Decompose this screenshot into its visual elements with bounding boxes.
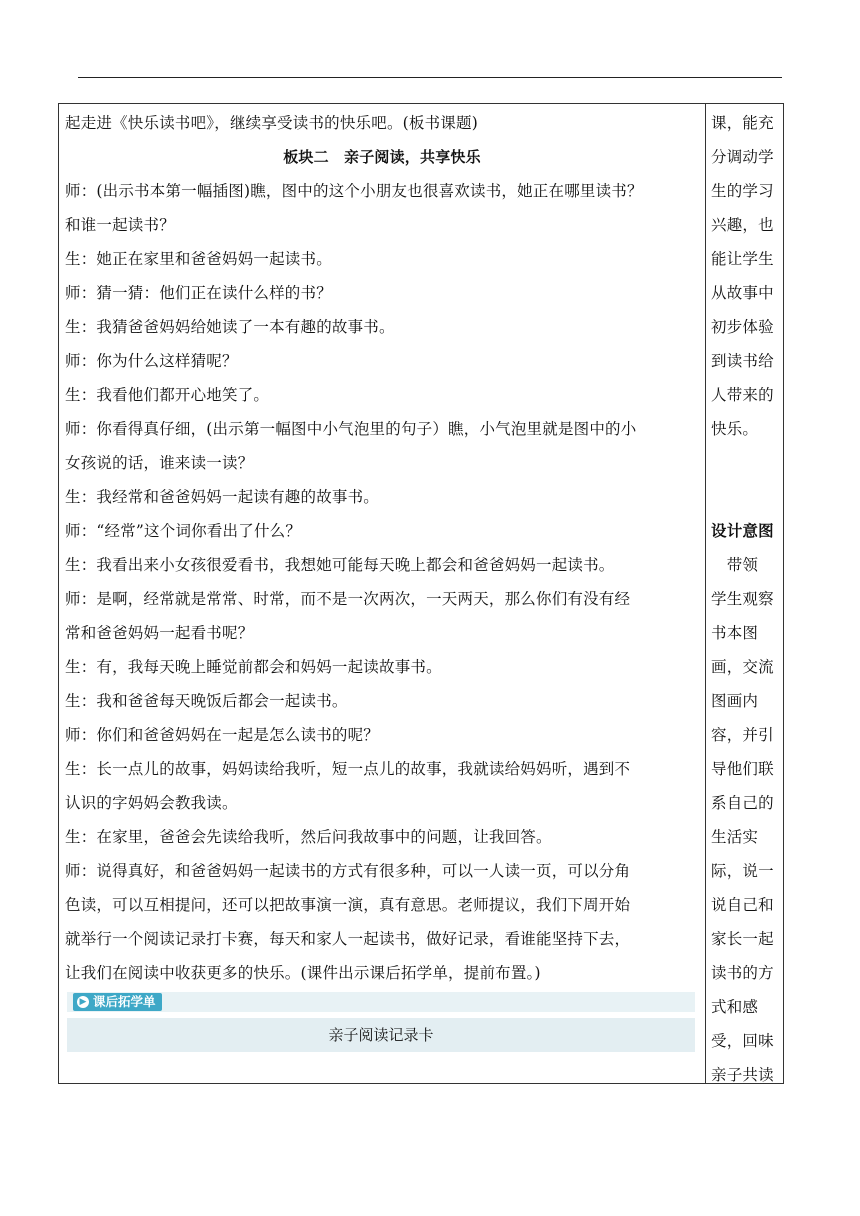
side-line: 生的学习 [711,182,774,200]
side-line: 家长一起 [711,930,774,948]
side-line: 带领 [711,556,759,574]
side-line: 学生观察 [711,590,774,608]
side-gap [711,480,783,514]
side-line: 人带来的 [711,386,774,404]
column-divider [705,104,706,1083]
text-line: 色读，可以互相提问，还可以把故事演一演，真有意思。老师提议，我们下周开始 [65,896,631,914]
side-line: 到读书给 [711,352,774,370]
side-line: 书本图 [711,624,759,642]
side-line: 亲子共读 [711,1066,774,1084]
side-line: 图画内 [711,692,759,710]
text-line: 就举行一个阅读记录打卡赛，每天和家人一起读书，做好记录，看谁能坚持下去， [65,930,631,948]
text-line: 起走进《快乐读书吧》，继续享受读书的快乐吧。(板书课题) [65,114,478,132]
header-rule [78,77,782,78]
side-line: 课，能充 [711,114,774,132]
side-line: 兴趣，也 [711,216,774,234]
text-line: 师：你看得真仔细，(出示第一幅图中小气泡里的句子）瞧，小气泡里就是图中的小 [65,420,637,438]
section-heading: 板块二 亲子阅读，共享快乐 [283,148,481,166]
text-line: 生：有，我每天晚上睡觉前都会和妈妈一起读故事书。 [65,658,442,676]
text-line: 女孩说的话，谁来读一读？ [65,454,254,472]
text-line: 师：“经常”这个词你看出了什么？ [65,522,302,540]
design-intent-heading: 设计意图 [711,522,774,540]
text-line: 认识的字妈妈会教我读。 [65,794,238,812]
text-line: 生：我猜爸爸妈妈给她读了一本有趣的故事书。 [65,318,395,336]
text-line: 生：我看出来小女孩很爱看书，我想她可能每天晚上都会和爸爸妈妈一起读书。 [65,556,615,574]
side-gap [711,446,783,480]
reading-record-card-title: 亲子阅读记录卡 [67,1018,695,1052]
tag-label: 课后拓学单 [93,994,156,1009]
side-line: 分调动学 [711,148,774,166]
play-icon: ▶ [77,996,89,1008]
side-line: 际，说一 [711,862,774,880]
text-line: 常和爸爸妈妈一起看书呢？ [65,624,254,642]
side-line: 系自己的 [711,794,774,812]
text-line: 生：长一点儿的故事，妈妈读给我听，短一点儿的故事，我就读给妈妈听，遇到不 [65,760,631,778]
side-line: 导他们联 [711,760,774,778]
side-line: 受，回味 [711,1032,774,1050]
text-line: 生：我和爸爸每天晚饭后都会一起读书。 [65,692,348,710]
after-class-tag [73,993,162,1011]
text-line: 师：说得真好，和爸爸妈妈一起读书的方式有很多种，可以一人读一页，可以分角 [65,862,631,880]
text-line: 师：你为什么这样猜呢？ [65,352,238,370]
text-line: 师：(出示书本第一幅插图)瞧，图中的这个小朋友也很喜欢读书，她正在哪里读书？ [65,182,643,200]
side-line: 能让学生 [711,250,774,268]
text-line: 师：你们和爸爸妈妈在一起是怎么读书的呢？ [65,726,380,744]
text-line: 和谁一起读书？ [65,216,175,234]
side-line: 生活实 [711,828,759,846]
side-line: 说自己和 [711,896,774,914]
main-column [65,106,699,1052]
side-line: 快乐。 [711,420,759,438]
side-line: 容，并引 [711,726,774,744]
text-line: 生：我看他们都开心地笑了。 [65,386,270,404]
side-column [711,106,783,1092]
text-line: 师：是啊，经常就是常常、时常，而不是一次两次，一天两天，那么你们有没有经 [65,590,631,608]
text-line: 生：在家里，爸爸会先读给我听，然后问我故事中的问题，让我回答。 [65,828,552,846]
text-line: 让我们在阅读中收获更多的快乐。(课件出示课后拓学单，提前布置。) [65,964,541,982]
side-line: 初步体验 [711,318,774,336]
lesson-table [58,103,784,1084]
text-line: 生：她正在家里和爸爸妈妈一起读书。 [65,250,332,268]
side-line: 读书的方 [711,964,774,982]
side-line: 从故事中 [711,284,774,302]
text-line: 生：我经常和爸爸妈妈一起读有趣的故事书。 [65,488,380,506]
side-line: 画，交流 [711,658,774,676]
side-line: 式和感 [711,998,759,1016]
text-line: 师：猜一猜：他们正在读什么样的书？ [65,284,332,302]
after-class-strip [67,992,695,1012]
